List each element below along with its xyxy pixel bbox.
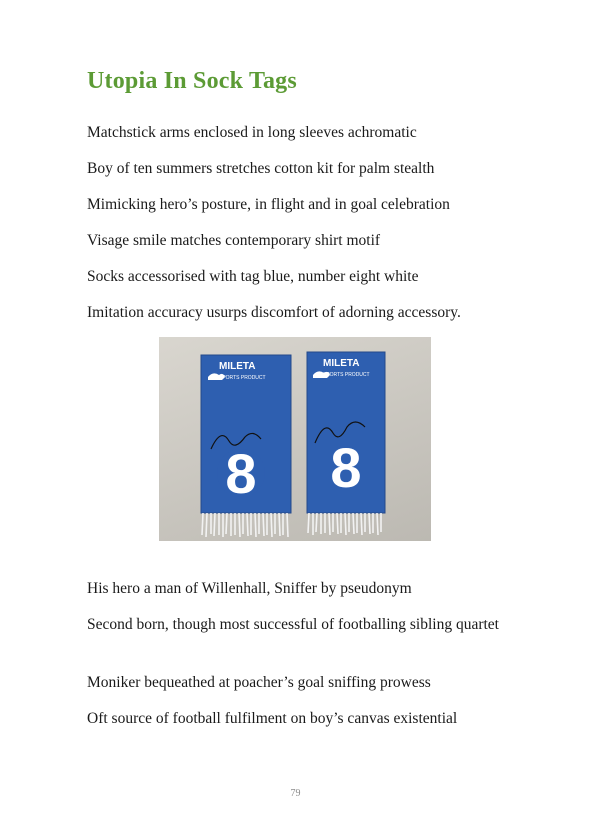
tag-brand: MILETA [219,361,256,372]
poem-line: Socks accessorised with tag blue, number eight white [87,268,419,285]
poem-line: Visage smile matches contemporary shirt motif [87,232,381,249]
poem-line: Oft source of football fulfilment on boy’s canvas existential [87,710,458,727]
poem-line: Second born, though most successful of footballing sibling quartet [87,616,499,633]
sock-tag-right [307,352,385,535]
poem-title: Utopia In Sock Tags [87,68,297,94]
page-number: 79 [290,788,301,799]
tag-brand: MILETA [323,358,360,369]
tag-tagline: SPORTS PRODUCT [219,375,266,381]
poem-line: His hero a man of Willenhall, Sniffer by pseudonym [87,580,412,597]
tag-fringe [308,513,381,535]
poem-line: Imitation accuracy usurps discomfort of adorning accessory. [87,304,461,321]
sock-tags-photo [159,337,431,541]
tag-number: 8 [225,442,257,505]
poem-line: Mimicking hero’s posture, in flight and in goal celebration [87,196,450,213]
poem-line: Moniker bequeathed at poacher’s goal sniffing prowess [87,674,431,691]
sock-tag-left [201,355,291,537]
poem-line: Boy of ten summers stretches cotton kit for palm stealth [87,160,435,177]
tag-fringe [202,513,288,537]
tag-number: 8 [330,436,362,499]
tag-tagline: SPORTS PRODUCT [323,372,370,378]
poem-line: Matchstick arms enclosed in long sleeves achromatic [87,124,417,141]
